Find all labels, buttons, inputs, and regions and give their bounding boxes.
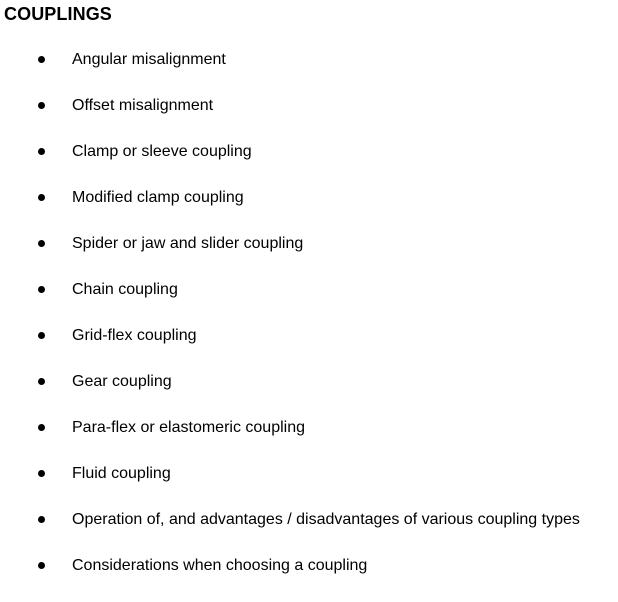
bullet-icon: [38, 516, 45, 523]
bullet-icon: [38, 562, 45, 569]
list-item-text: Operation of, and advantages / disadvantages of various coupling types: [72, 511, 580, 528]
bullet-icon: [38, 240, 45, 247]
list-item: [0, 510, 618, 556]
list-item: [0, 280, 618, 326]
list-item: [0, 418, 618, 464]
list-item-text: Clamp or sleeve coupling: [72, 143, 252, 160]
list-item-text: Gear coupling: [72, 373, 172, 390]
bullet-icon: [38, 424, 45, 431]
list-item: [0, 188, 618, 234]
list-item: [0, 326, 618, 372]
list-item-text: Modified clamp coupling: [72, 189, 244, 206]
page-title: COUPLINGS: [4, 4, 112, 24]
list-item: [0, 556, 618, 602]
bullet-icon: [38, 470, 45, 477]
bullet-icon: [38, 148, 45, 155]
list-item-text: Considerations when choosing a coupling: [72, 557, 368, 574]
list-item-text: Spider or jaw and slider coupling: [72, 235, 304, 252]
list-item: [0, 96, 618, 142]
bullet-list: [0, 50, 618, 602]
bullet-icon: [38, 286, 45, 293]
list-item-text: Offset misalignment: [72, 97, 214, 114]
bullet-icon: [38, 332, 45, 339]
bullet-icon: [38, 194, 45, 201]
list-item-text: Chain coupling: [72, 281, 178, 298]
list-item-text: Grid-flex coupling: [72, 327, 197, 344]
bullet-icon: [38, 378, 45, 385]
list-item: [0, 142, 618, 188]
list-item-text: Para-flex or elastomeric coupling: [72, 419, 305, 436]
list-item: [0, 464, 618, 510]
list-item: [0, 372, 618, 418]
list-item-text: Fluid coupling: [72, 465, 171, 482]
list-item-text: Angular misalignment: [72, 51, 226, 68]
bullet-icon: [38, 56, 45, 63]
list-item: [0, 50, 618, 96]
list-item: [0, 234, 618, 280]
bullet-icon: [38, 102, 45, 109]
